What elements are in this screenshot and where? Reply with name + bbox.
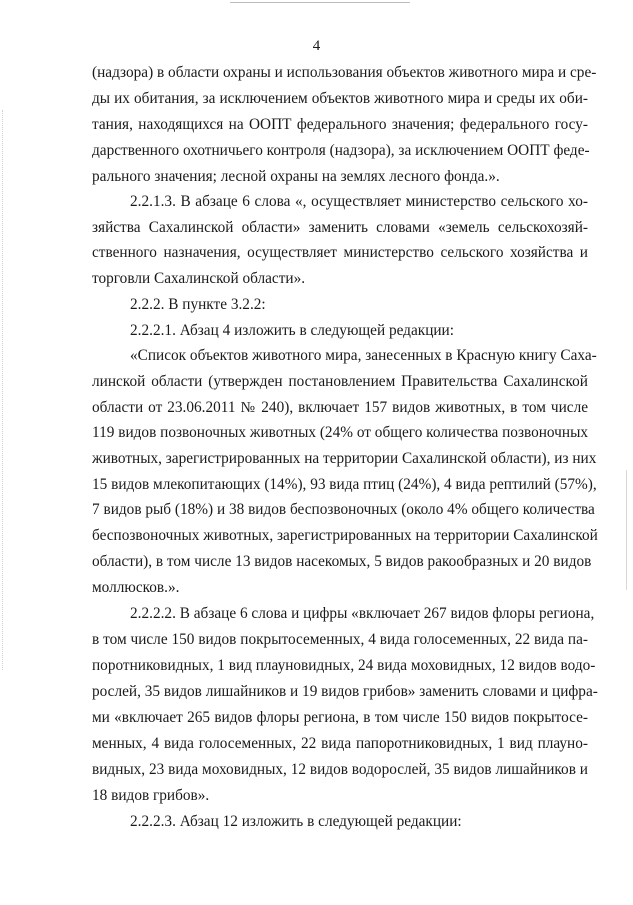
text-line: ды их обитания, за исключением объектов животного мира и среды их оби- bbox=[92, 90, 588, 107]
text-line: моллюсков.». bbox=[92, 579, 180, 596]
scan-edge-mark bbox=[626, 470, 627, 590]
text-line: 119 видов позвоночных животных (24% от общего количества позвоночных bbox=[92, 424, 588, 441]
text-line: поротниковидных, 1 вид плауновидных, 24 вида моховидных, 12 видов водо- bbox=[92, 657, 596, 674]
text-line: беспозвоночных животных, зарегистрированных на территории Сахалинской bbox=[92, 527, 598, 544]
text-line: животных, зарегистрированных на территории Сахалинской области), из них bbox=[92, 450, 597, 467]
text-line: (надзора) в области охраны и использования объектов животного мира и сре- bbox=[92, 64, 597, 81]
text-line: области), в том числе 13 видов насекомых, 5 видов ракообразных и 20 видов bbox=[92, 553, 592, 570]
text-line: ми «включает 265 видов флоры региона, в том числе 150 видов покрытосе- bbox=[92, 709, 588, 726]
text-line: 15 видов млекопитающих (14%), 93 вида птиц (24%), 4 вида рептилий (57%), bbox=[92, 476, 597, 493]
text-line: тания, находящихся на ООПТ федерального значения; федерального госу- bbox=[92, 116, 588, 133]
text-line: дарственного охотничьего контроля (надзора), за исключением ООПТ феде- bbox=[92, 142, 590, 159]
text-line: 2.2.1.3. В абзаце 6 слова «, осуществляет министерство сельского хо- bbox=[130, 193, 588, 210]
text-line: видных, 23 вида моховидных, 12 видов водорослей, 35 видов лишайников и bbox=[92, 761, 588, 778]
text-line: рослей, 35 видов лишайников и 19 видов грибов» заменить словами и цифра- bbox=[92, 683, 598, 700]
text-line: в том числе 150 видов покрытосеменных, 4 вида голосеменных, 22 вида па- bbox=[92, 631, 588, 648]
text-line: 2.2.2.1. Абзац 4 изложить в следующей редакции: bbox=[130, 322, 454, 339]
text-line: линской области (утвержден постановлением Правительства Сахалинской bbox=[92, 373, 588, 390]
scan-edge-mark bbox=[2, 110, 4, 670]
page-number: 4 bbox=[312, 38, 321, 54]
text-line: рального значения; лесной охраны на землях лесного фонда.». bbox=[92, 168, 500, 185]
text-line: зяйства Сахалинской области» заменить словами «земель сельскохозяй- bbox=[92, 219, 588, 236]
text-line: торговли Сахалинской области». bbox=[92, 270, 306, 287]
scan-edge-mark bbox=[230, 2, 410, 3]
text-line: 7 видов рыб (18%) и 38 видов беспозвоночных (около 4% общего количества bbox=[92, 501, 595, 518]
text-line: ственного назначения, осуществляет министерство сельского хозяйства и bbox=[92, 244, 588, 261]
text-line: менных, 4 вида голосеменных, 22 вида папоротниковидных, 1 вид плауно- bbox=[92, 735, 588, 752]
text-line: 2.2.2. В пункте 3.2.2: bbox=[130, 296, 266, 313]
text-line: 2.2.2.3. Абзац 12 изложить в следующей редакции: bbox=[130, 813, 462, 830]
text-line: 2.2.2.2. В абзаце 6 слова и цифры «включает 267 видов флоры региона, bbox=[130, 605, 595, 622]
text-line: области от 23.06.2011 № 240), включает 157 видов животных, в том числе bbox=[92, 399, 588, 416]
text-line: 18 видов грибов». bbox=[92, 787, 210, 804]
text-line: «Список объектов животного мира, занесенных в Красную книгу Саха- bbox=[130, 347, 597, 364]
